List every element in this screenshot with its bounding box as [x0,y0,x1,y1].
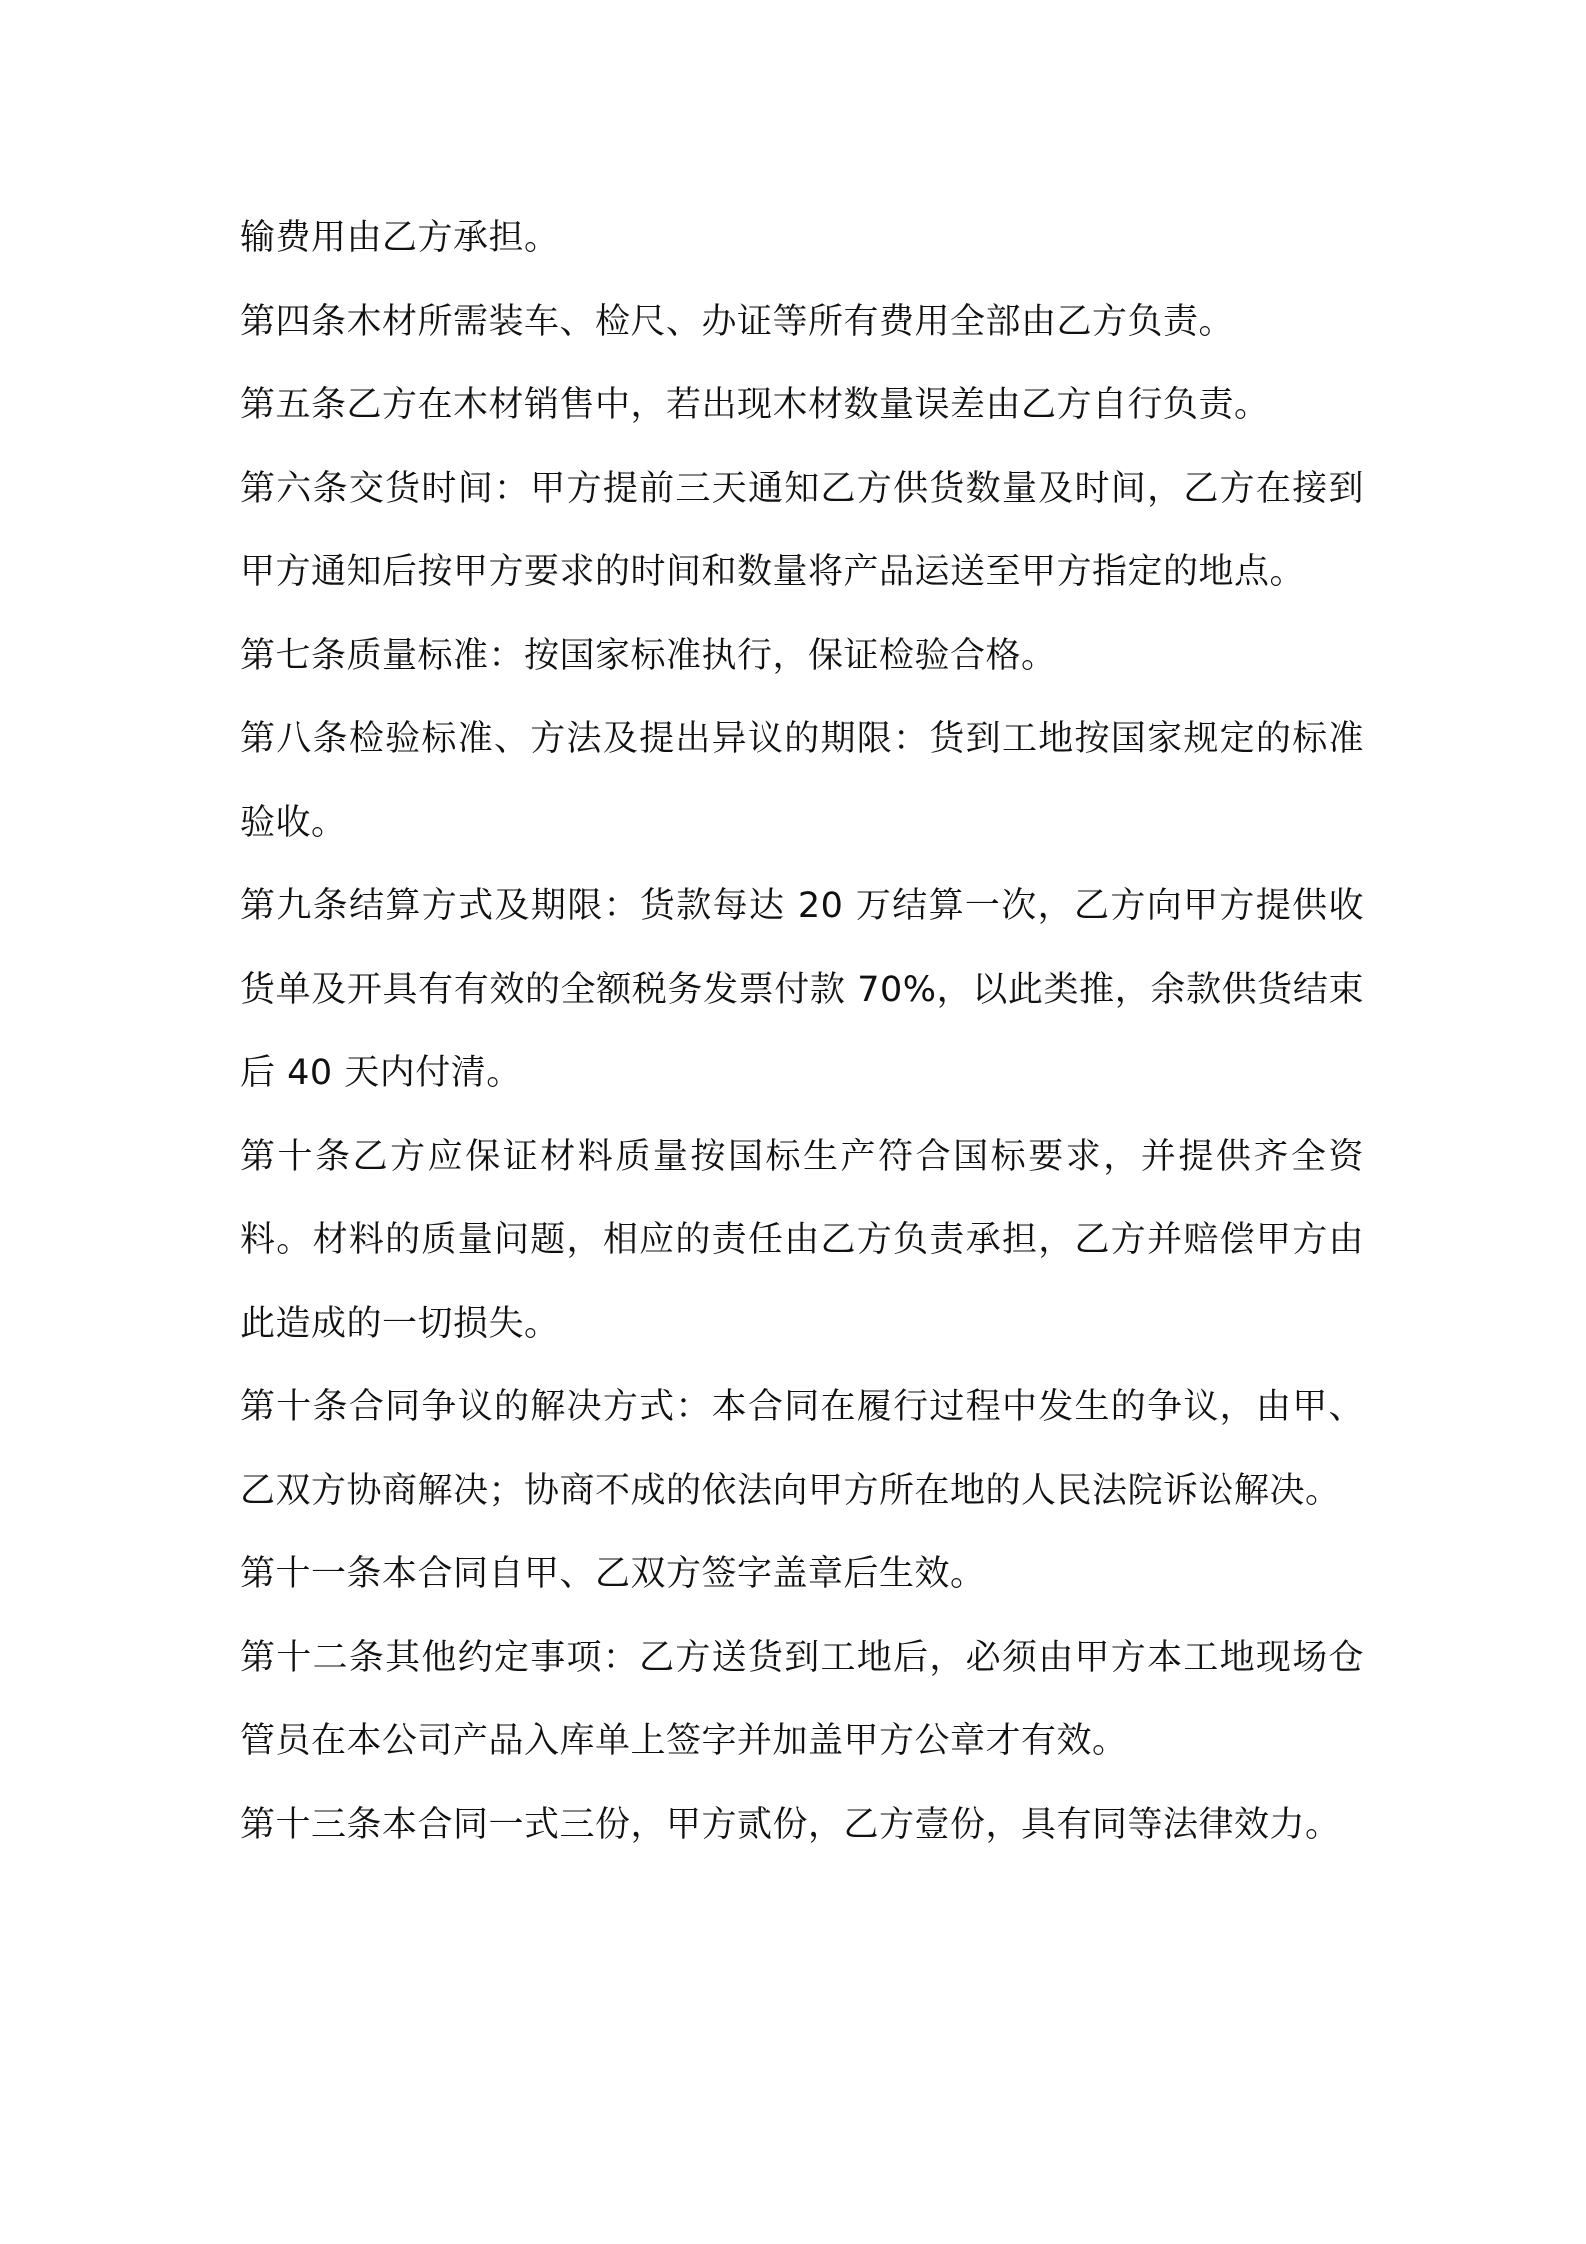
clause-7-quality-standard: 第七条质量标准：按国家标准执行，保证检验合格。 [240,635,1057,676]
clause-13-copies: 第十三条本合同一式三份，甲方贰份，乙方壹份，具有同等法律效力。 [240,1804,1341,1845]
contract-body [240,197,1364,1867]
clause-10-dispute-resolution: 第十条合同争议的解决方式：本合同在履行过程中发生的争议，由甲、乙双方协商解决；协商不成的依法向甲方所在地的人民法院诉讼解决。 [240,1387,1364,1511]
paragraph-transport-fee: 输费用由乙方承担。 [240,218,560,258]
clause-12-other-terms: 第十二条其他约定事项：乙方送货到工地后，必须由甲方本工地现场仓管员在本公司产品入库单上签字并加盖甲方公章才有效。 [240,1637,1364,1761]
clause-10-material-quality: 第十条乙方应保证材料质量按国标生产符合国标要求，并提供齐全资料。材料的质量问题，相应的责任由乙方负责承担，乙方并赔偿甲方由此造成的一切损失。 [240,1136,1364,1344]
clause-6-delivery-time: 第六条交货时间：甲方提前三天通知乙方供货数量及时间，乙方在接到甲方通知后按甲方要求的时间和数量将产品运送至甲方指定的地点。 [240,468,1364,592]
clause-9-settlement: 第九条结算方式及期限：货款每达 20 万结算一次，乙方向甲方提供收货单及开具有有效的全额税务发票付款 70%，以此类推，余款供货结束后 40 天内付清。 [240,886,1364,1093]
clause-5-quantity-error: 第五条乙方在木材销售中，若出现木材数量误差由乙方自行负责。 [240,385,1270,425]
clause-8-inspection: 第八条检验标准、方法及提出异议的期限：货到工地按国家规定的标准验收。 [240,719,1364,843]
clause-4-fees: 第四条木材所需装车、检尺、办证等所有费用全部由乙方负责。 [240,301,1235,342]
clause-11-effect: 第十一条本合同自甲、乙双方签字盖章后生效。 [240,1554,986,1594]
